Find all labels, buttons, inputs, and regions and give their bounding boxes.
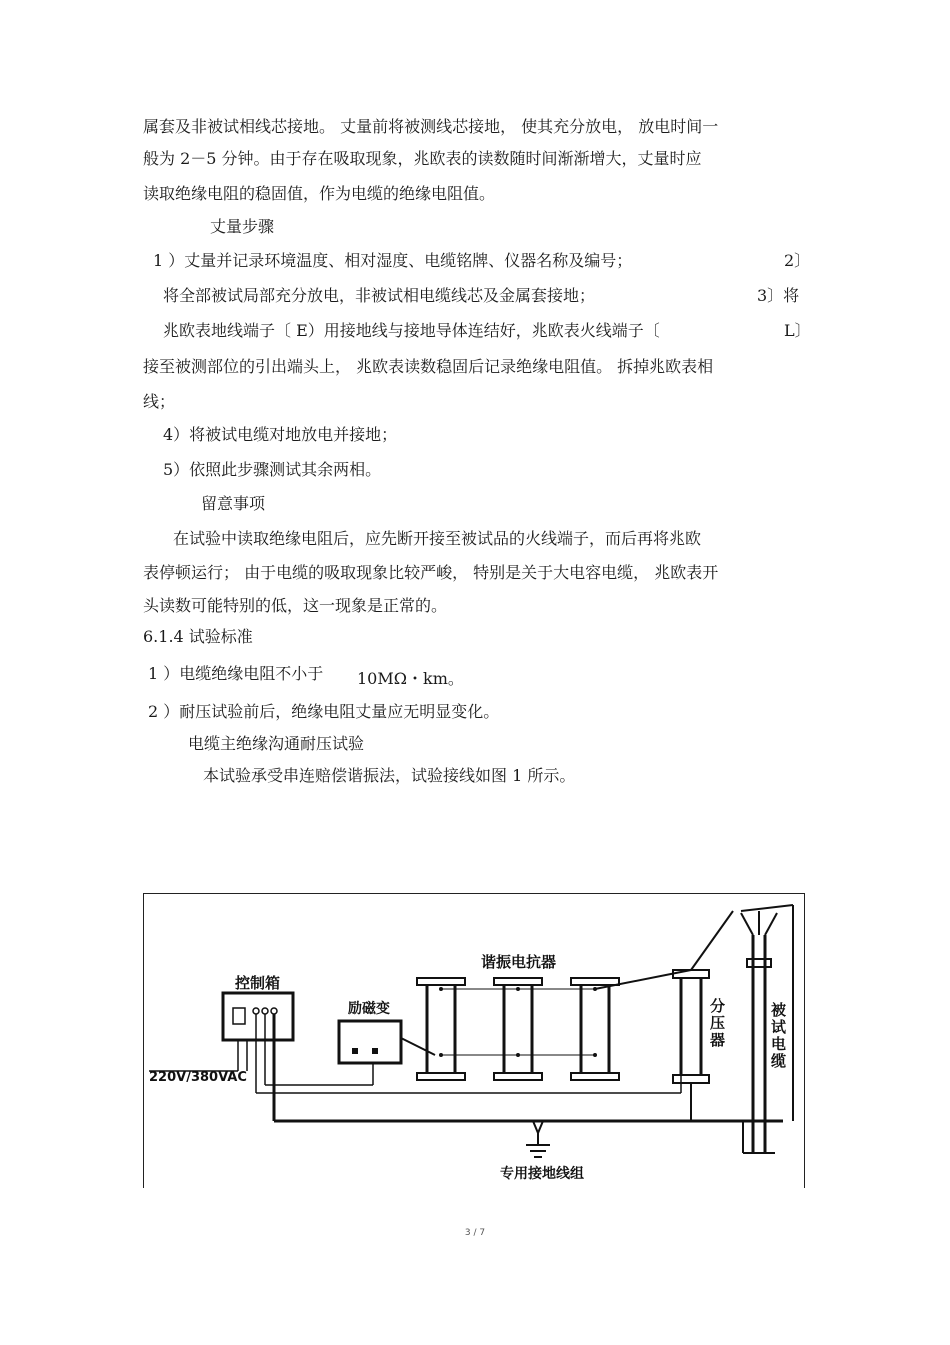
- reactor-1: [417, 978, 465, 1080]
- text-line-2: 般为 2－5 分钟。由于存在吸取现象，兆欧表的读数随时间渐渐增大，丈量时应: [143, 149, 702, 168]
- step-4: 4）将被试电缆对地放电并接地；: [163, 425, 398, 444]
- heading-measure-steps: 丈量步骤: [210, 217, 275, 236]
- heading-notes: 留意事项: [201, 494, 266, 513]
- exciter-label: 励磁变: [348, 1001, 390, 1017]
- hv-lead: [691, 911, 733, 970]
- reactor-3: [571, 978, 619, 1080]
- ground-tap: [538, 1121, 543, 1133]
- test-wiring-diagram: [143, 893, 805, 1188]
- cab-label-char: 电: [771, 1035, 787, 1053]
- ground-tap: [533, 1121, 538, 1133]
- wire: [401, 1038, 435, 1055]
- div-label-char: 压: [710, 1014, 726, 1032]
- exciter-transformer: [339, 1021, 401, 1063]
- step-5: 5）依照此步骤测试其余两相。: [163, 460, 382, 479]
- notes-line-2: 表停顿运行； 由于电缆的吸取现象比较严峻， 特别是关于大电容电缆， 兆欧表开: [143, 563, 719, 582]
- step-1: 1 ）丈量并记录环境温度、相对湿度、电缆铭牌、仪器名称及编号；: [153, 251, 633, 270]
- step-2-number: 2〕: [784, 251, 811, 270]
- ac-withstand-text: 本试验承受串连赔偿谐振法，试验接线如图 1 所示。: [203, 766, 576, 785]
- standard-2: 2 ）耐压试验前后，绝缘电阻丈量应无明显变化。: [148, 702, 500, 721]
- section-6-1-4: 6.1.4 试验标准: [143, 627, 253, 646]
- terminal: [262, 1008, 268, 1014]
- heading-ac-withstand: 电缆主绝缘沟通耐压试验: [188, 734, 365, 753]
- terminal: [352, 1048, 358, 1054]
- text-line-1: 属套及非被试相线芯接地。 丈量前将被测线芯接地， 使其充分放电， 放电时间一: [143, 117, 719, 136]
- div-label-char: 器: [710, 1031, 726, 1049]
- wire: [595, 970, 691, 989]
- text-line-3: 读取绝缘电阻的稳固值，作为电缆的绝缘电阻值。: [143, 184, 496, 203]
- terminal-l: L〕: [784, 321, 811, 340]
- standard-1-value: 10MΩ・km。: [357, 669, 464, 688]
- standard-1: 1 ）电缆绝缘电阻不小于: [148, 664, 324, 683]
- terminal: [253, 1008, 259, 1014]
- cab-label-char: 试: [771, 1018, 787, 1036]
- cable-label-vertical: [771, 1001, 787, 1070]
- control-box-label: 控制箱: [235, 974, 281, 992]
- notes-line-3: 头读数可能特别的低，这一现象是正常的。: [143, 596, 448, 615]
- divider-label-vertical: [709, 997, 725, 1049]
- control-box-switch: [233, 1008, 245, 1024]
- step-3-number: 3〕将: [757, 286, 800, 305]
- step-3-cont-2: 线；: [143, 392, 176, 411]
- terminal: [271, 1008, 277, 1014]
- supply-label: 220V/380VAC: [149, 1070, 247, 1085]
- step-3-text: 兆欧表地线端子〔 E）用接地线与接地导体连结好，兆欧表火线端子〔: [163, 321, 660, 340]
- step-3-cont: 接至被测部位的引出端头上， 兆欧表读数稳固后记录绝缘电阻值。 拆掉兆欧表相: [143, 357, 714, 376]
- notes-line-1: 在试验中读取绝缘电阻后，应先断开接至被试品的火线端子，而后再将兆欧: [173, 529, 702, 548]
- cab-label-char: 缆: [771, 1052, 787, 1070]
- reactor-2: [494, 978, 542, 1080]
- reactor-label: 谐振电抗器: [481, 953, 557, 971]
- step-2-text: 将全部被试局部充分放电，非被试相电缆线芯及金属套接地；: [163, 286, 596, 305]
- voltage-divider: [673, 970, 709, 1121]
- ground-label: 专用接地线组: [500, 1166, 584, 1182]
- terminal: [372, 1048, 378, 1054]
- div-label-char: 分: [710, 997, 726, 1015]
- cab-label-char: 被: [771, 1001, 787, 1019]
- page-number: 3 / 7: [464, 1228, 486, 1238]
